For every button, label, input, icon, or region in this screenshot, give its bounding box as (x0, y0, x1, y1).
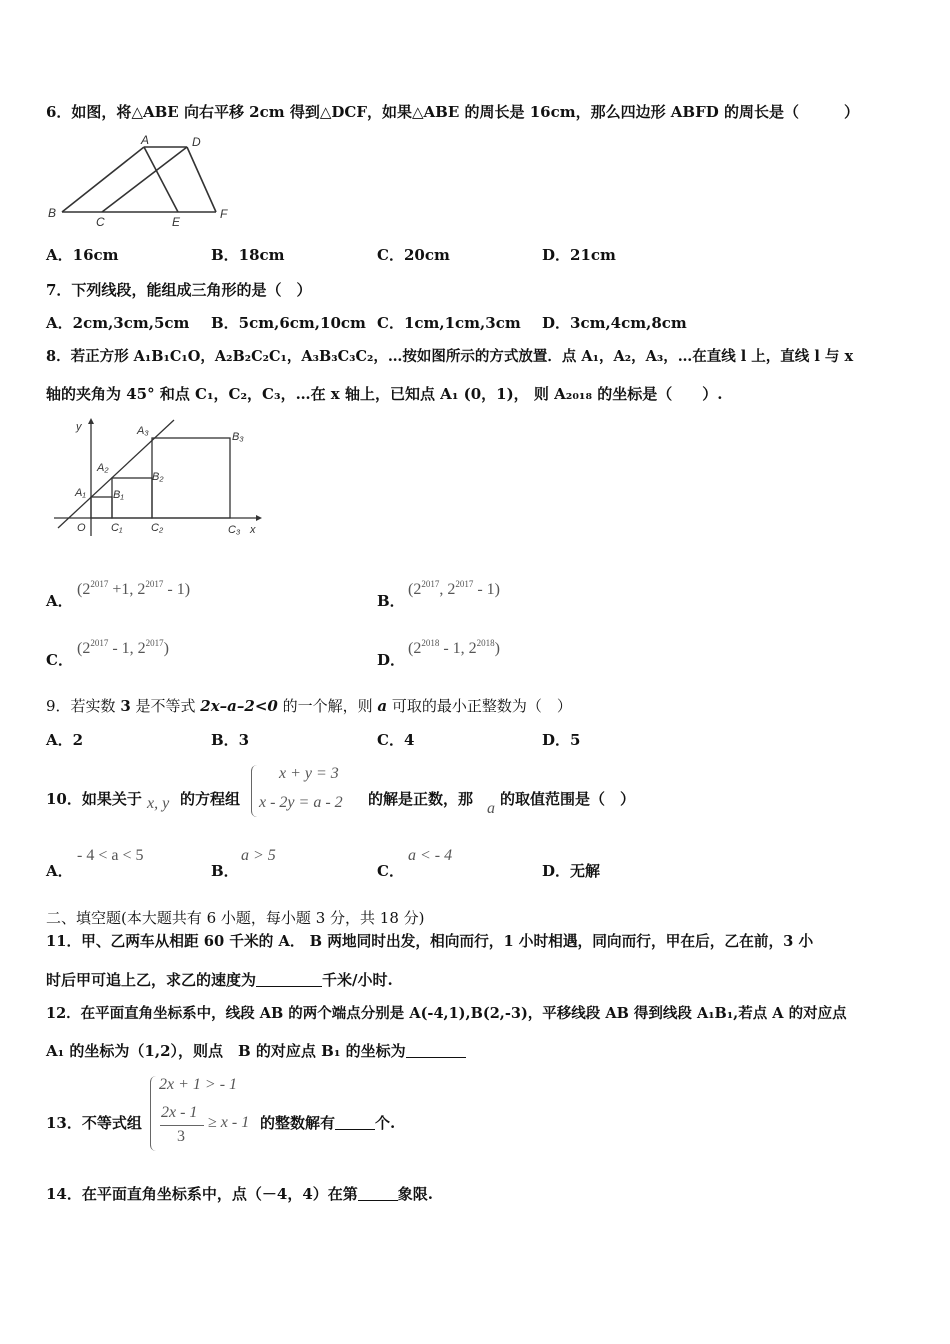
q10-option-a-letter: A． (46, 862, 73, 880)
q6-figure (44, 130, 244, 230)
q7-option-b: B．5cm,6cm,10cm (211, 314, 366, 332)
q13-brace (150, 1076, 157, 1151)
q13-ineq1: 2x + 1 > - 1 (159, 1076, 238, 1093)
q9-option-c: C．4 (377, 731, 415, 749)
q13-ineq2-rest: ≥ x - 1 (208, 1114, 250, 1131)
q10-option-a-expr: - 4 < a < 5 (77, 847, 144, 864)
q8-option-b-expr: ($2^{2017}$, $2^{2017} - 1$) (408, 579, 500, 598)
q12-blank[interactable] (406, 1043, 466, 1058)
q10-brace (251, 765, 258, 817)
q10-eq2: x - 2y = a - 2 (259, 794, 343, 811)
q7-option-d: D．3cm,4cm,8cm (542, 314, 687, 332)
q10-option-c-expr: a < - 4 (408, 847, 453, 864)
q11-line1: 11．甲、乙两车从相距 60 千米的 A． B 两地同时出发，相向而行，1 小时相遇，同向而行，甲在后，乙在前，3 小 (46, 933, 814, 950)
q6-label-c: C (96, 215, 105, 229)
q10-stem-suffix: 的取值范围是（ ） (500, 790, 636, 808)
q9-stem: 9．若实数 3 是不等式 2x–a–2<0 的一个解，则 a 可取的最小正整数为（ ） (46, 697, 572, 715)
q6-option-b: B．18cm (211, 246, 285, 264)
q6-option-c: C．20cm (377, 246, 450, 264)
q10-stem-prefix: 10．如果关于 (46, 790, 142, 808)
q14-blank[interactable] (358, 1186, 398, 1201)
q8-label-a2: A₂ (97, 462, 109, 474)
q8-option-a-letter: A． (46, 592, 73, 610)
q8-label-o: O (77, 522, 86, 534)
q8-label-b1: B₁ (113, 489, 124, 501)
q8-label-a1: A₁ (75, 487, 86, 499)
q10-var-a: a (487, 800, 495, 817)
q6-label-f: F (220, 207, 228, 221)
q8-figure (50, 418, 270, 540)
q10-stem-mid2: 的解是正数，那 (368, 790, 474, 808)
q8-option-c-expr: ($2^{2017} - 1$, $2^{2017}$) (77, 638, 169, 657)
q6-label-a: A (141, 133, 150, 147)
q6-label-d: D (192, 135, 201, 149)
q7-option-a: A．2cm,3cm,5cm (46, 314, 190, 332)
q9-option-d: D．5 (542, 731, 581, 749)
section2-title: 二、填空题(本大题共有 6 小题，每小题 3 分，共 18 分) (46, 909, 425, 927)
q9-option-b: B．3 (211, 731, 250, 749)
q13-blank[interactable] (335, 1115, 375, 1130)
q6-label-b: B (48, 206, 57, 220)
q13-prefix: 13．不等式组 (46, 1114, 142, 1132)
q8-option-d-expr: ($2^{2018} - 1$, $2^{2018}$) (408, 638, 500, 657)
q10-option-d: D．无解 (542, 862, 601, 880)
q8-label-c3: C₃ (228, 524, 241, 536)
q13-frac-bar (160, 1125, 204, 1126)
q8-label-a3: A₃ (137, 425, 149, 437)
q8-label-b3: B₃ (232, 431, 244, 443)
q13-frac-den: 3 (177, 1128, 185, 1145)
q8-option-c-letter: C． (46, 651, 73, 669)
q10-option-c-letter: C． (377, 862, 404, 880)
q7-stem: 7．下列线段，能组成三角形的是（ ） (46, 281, 312, 299)
q10-stem-mid: 的方程组 (180, 790, 241, 808)
q8-label-c2: C₂ (151, 522, 164, 534)
q6-option-d: D．21cm (542, 246, 616, 264)
q6-label-e: E (172, 215, 181, 229)
q14-stem: 14．在平面直角坐标系中，点（－4，4）在第 象限. (46, 1185, 433, 1203)
q10-eq1: x + y = 3 (279, 765, 339, 782)
q9-option-a: A．2 (46, 731, 84, 749)
q8-label-c1: C₁ (111, 522, 123, 534)
q8-option-b-letter: B． (377, 592, 405, 610)
q8-stem-line1: 8．若正方形 A₁B₁C₁O，A₂B₂C₂C₁，A₃B₃C₃C₂，…按如图所示的方式放置．点 A₁，A₂，A₃，…在直线 l 上，直线 l 与 x (46, 348, 854, 365)
q6-option-a: A．16cm (46, 246, 119, 264)
q8-stem-line2: 轴的夹角为 45° 和点 C₁，C₂，C₃，…在 x 轴上，已知点 A₁ (0，1)， 则 A₂₀₁₈ 的坐标是（ ）. (46, 385, 723, 403)
q12-line2: A₁ 的坐标为（1,2），则点 B 的对应点 B₁ 的坐标为 (46, 1041, 466, 1061)
q8-option-d-letter: D． (377, 651, 406, 669)
q6-stem: 6．如图，将△ABE 向右平移 2cm 得到△DCF，如果△ABE 的周长是 16cm，那么四边形 ABFD 的周长是（ ） (46, 103, 859, 121)
q10-vars: x, y (147, 795, 170, 812)
q8-label-x: x (250, 524, 256, 536)
q11-blank[interactable] (256, 972, 322, 987)
q10-option-b-letter: B． (211, 862, 239, 880)
q10-option-b-expr: a > 5 (241, 847, 276, 864)
q13-frac-num: 2x - 1 (161, 1104, 198, 1121)
q12-line1: 12．在平面直角坐标系中，线段 AB 的两个端点分别是 A(-4,1),B(2,-3)，平移线段 AB 得到线段 A₁B₁,若点 A 的对应点 (46, 1005, 847, 1022)
q7-option-c: C．1cm,1cm,3cm (377, 314, 521, 332)
q8-label-b2: B₂ (152, 471, 164, 483)
q8-option-a-expr: ($2^{2017} +1$, $2^{2017} - 1$) (77, 579, 191, 598)
q13-suffix: 的整数解有 个. (260, 1114, 396, 1132)
q8-label-y: y (76, 421, 82, 433)
q11-line2: 时后甲可追上乙，求乙的速度为 千米/小时. (46, 971, 393, 989)
